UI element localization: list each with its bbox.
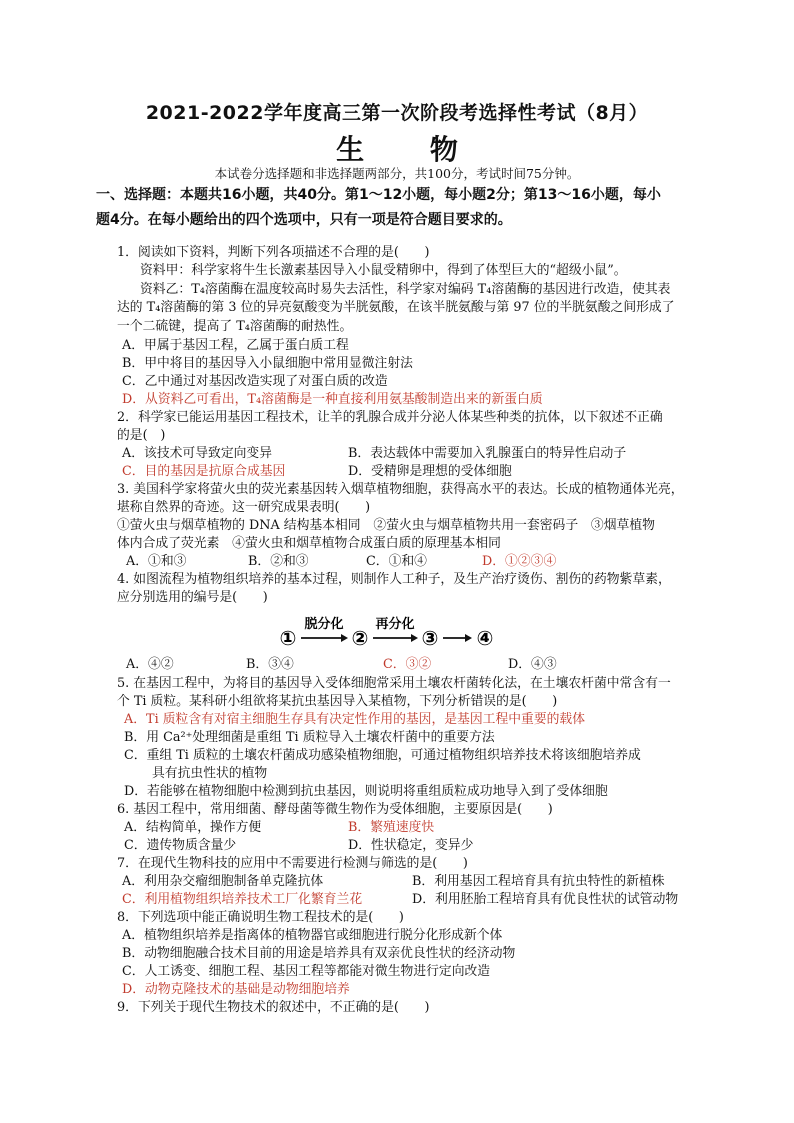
option-text-answer: A．Ti 质粒含有对宿主细胞生存具有决定性作用的基因，是基因工程中重要的载体 — [124, 712, 586, 727]
option-text: C．遗传物质含量少 — [124, 838, 237, 853]
option-text-answer: C．③② — [383, 657, 432, 672]
section-heading-line: 题4分。在每小题给出的四个选项中，只有一项是符合题目要求的。 — [96, 212, 512, 228]
question-stem: 5. 在基因工程中，为将目的基因导入受体细胞常采用土壤农杆菌转化法，在土壤农杆菌中常含有一 — [117, 676, 671, 691]
question-stem: 8．下列选项中能正确说明生物工程技术的是( ) — [117, 910, 404, 925]
question-stem: 体内合成了荧光素 ④萤火虫和烟草植物合成蛋白质的原理基本相同 — [117, 536, 501, 551]
option-text-answer: D．①②③④ — [482, 554, 557, 569]
arrow-head — [341, 634, 348, 642]
flow-node: ③ — [421, 626, 439, 650]
material-text: 达的 T₄溶菌酶的第 3 位的异亮氨酸变为半胱氨酸，在该半胱氨酸与第 97 位的半胱氨酸之间形成了 — [117, 300, 675, 315]
option-text: C．乙中通过对基因改造实现了对蛋白质的改造 — [122, 374, 388, 389]
option-text-answer: D．从资料乙可看出，T₄溶菌酶是一种直接利用氨基酸制造出来的新蛋白质 — [122, 392, 543, 407]
question-stem: 个 Ti 质粒。某科研小组欲将某抗虫基因导入某植物，下列分析错误的是( ) — [117, 694, 558, 709]
question-stem: 2．科学家已能运用基因工程技术，让羊的乳腺合成并分泌人体某些种类的抗体，以下叙述不正确 — [117, 410, 663, 425]
material-text: 资料乙：T₄溶菌酶在温度较高时易失去活性，科学家对编码 T₄溶菌酶的基因进行改造，使其表 — [140, 282, 671, 297]
option-text: B．表达载体中需要加入乳腺蛋白的特异性启动子 — [348, 446, 627, 461]
option-text: B．利用基因工程培育具有抗虫特性的新植株 — [412, 874, 665, 889]
option-text: D．④③ — [508, 657, 557, 672]
option-text: A．④② — [126, 657, 174, 672]
flow-node: ① — [279, 626, 297, 650]
question-stem: 应分别选用的编号是( ) — [117, 590, 268, 605]
flow-node: ② — [351, 626, 369, 650]
question-stem: 的是( ) — [117, 428, 166, 443]
arrow-head — [465, 634, 472, 642]
arrow-label: 脱分化 — [304, 617, 344, 632]
subject-title: 生 物 — [336, 133, 486, 166]
option-text: A．植物组织培养是指离体的植物器官或细胞进行脱分化形成新个体 — [122, 928, 503, 943]
material-text: 一个二硫键，提高了 T₄溶菌酶的耐热性。 — [117, 319, 353, 334]
option-text: A．结构简单，操作方便 — [124, 820, 262, 835]
exam-title: 2021-2022学年度高三第一次阶段考选择性考试（8月） — [145, 102, 649, 124]
flow-node: ④ — [476, 626, 494, 650]
option-text: D．受精卵是理想的受体细胞 — [348, 464, 512, 479]
option-text: B．甲中将目的基因导入小鼠细胞中常用显微注射法 — [122, 356, 413, 371]
option-text: A．利用杂交瘤细胞制备单克隆抗体 — [122, 874, 324, 889]
option-text: A．该技术可导致定向变异 — [122, 446, 273, 461]
option-text-answer: B．繁殖速度快 — [348, 820, 435, 835]
option-text: B．③④ — [246, 657, 294, 672]
option-text: C．重组 Ti 质粒的土壤农杆菌成功感染植物细胞，可通过植物组织培养技术将该细胞培养成 — [124, 748, 641, 763]
option-text: B．②和③ — [248, 554, 309, 569]
option-text: B．用 Ca²⁺处理细菌是重组 Ti 质粒导入土壤农杆菌中的重要方法 — [124, 730, 495, 745]
option-text: D．若能够在植物细胞中检测到抗虫基因，则说明将重组质粒成功地导入到了受体细胞 — [124, 784, 608, 799]
option-text: C．①和④ — [366, 554, 427, 569]
arrow-label: 再分化 — [375, 617, 415, 632]
exam-intro: 本试卷分选择题和非选择题两部分，共100分，考试时间75分钟。 — [214, 166, 580, 181]
question-stem: 7．在现代生物科技的应用中不需要进行检测与筛选的是( ) — [117, 856, 468, 871]
option-text: A．甲属于基因工程，乙属于蛋白质工程 — [122, 338, 349, 353]
option-text-answer: D．动物克隆技术的基础是动物细胞培养 — [122, 982, 350, 997]
question-stem: 堪称自然界的奇迹。这一研究成果表明( ) — [117, 500, 371, 515]
option-text-answer: C．利用植物组织培养技术工厂化繁育兰花 — [122, 892, 363, 907]
question-stem: 6. 基因工程中，常用细菌、酵母菌等微生物作为受体细胞，主要原因是( ) — [117, 802, 553, 817]
section-heading — [96, 183, 706, 233]
question-stem: 3. 美国科学家将萤火虫的荧光素基因转入烟草植物细胞，获得高水平的表达。长成的植物通体光亮， — [117, 482, 684, 497]
question-stem: 4. 如图流程为植物组织培养的基本过程，则制作人工种子，及生产治疗烫伤、割伤的药物紫草素， — [117, 572, 671, 587]
tissue-culture-flow-diagram — [278, 614, 498, 654]
question-stem: 1．阅读如下资料，判断下列各项描述不合理的是( ) — [117, 245, 430, 260]
option-text: A．①和③ — [126, 554, 187, 569]
option-text: 具有抗虫性状的植物 — [152, 766, 268, 781]
option-text-answer: C．目的基因是抗原合成基因 — [122, 464, 286, 479]
option-text: B．动物细胞融合技术目前的用途是培养具有双亲优良性状的经济动物 — [122, 946, 516, 961]
section-heading-line: 一、选择题：本题共16小题，共40分。第1～12小题，每小题2分；第13～16小题，每小 — [96, 187, 661, 203]
material-text: 资料甲：科学家将牛生长激素基因导入小鼠受精卵中，得到了体型巨大的“超级小鼠”。 — [140, 263, 627, 278]
question-stem: ①萤火虫与烟草植物的 DNA 结构基本相同 ②萤火虫与烟草植物共用一套密码子 ③烟草植物 — [117, 518, 655, 533]
option-text: D．性状稳定，变异少 — [348, 838, 474, 853]
option-text: D．利用胚胎工程培育具有优良性状的试管动物 — [412, 892, 679, 907]
arrow-head — [411, 634, 418, 642]
option-text: C．人工诱变、细胞工程、基因工程等都能对微生物进行定向改造 — [122, 964, 491, 979]
question-stem: 9．下列关于现代生物技术的叙述中，不正确的是( ) — [117, 1000, 430, 1015]
